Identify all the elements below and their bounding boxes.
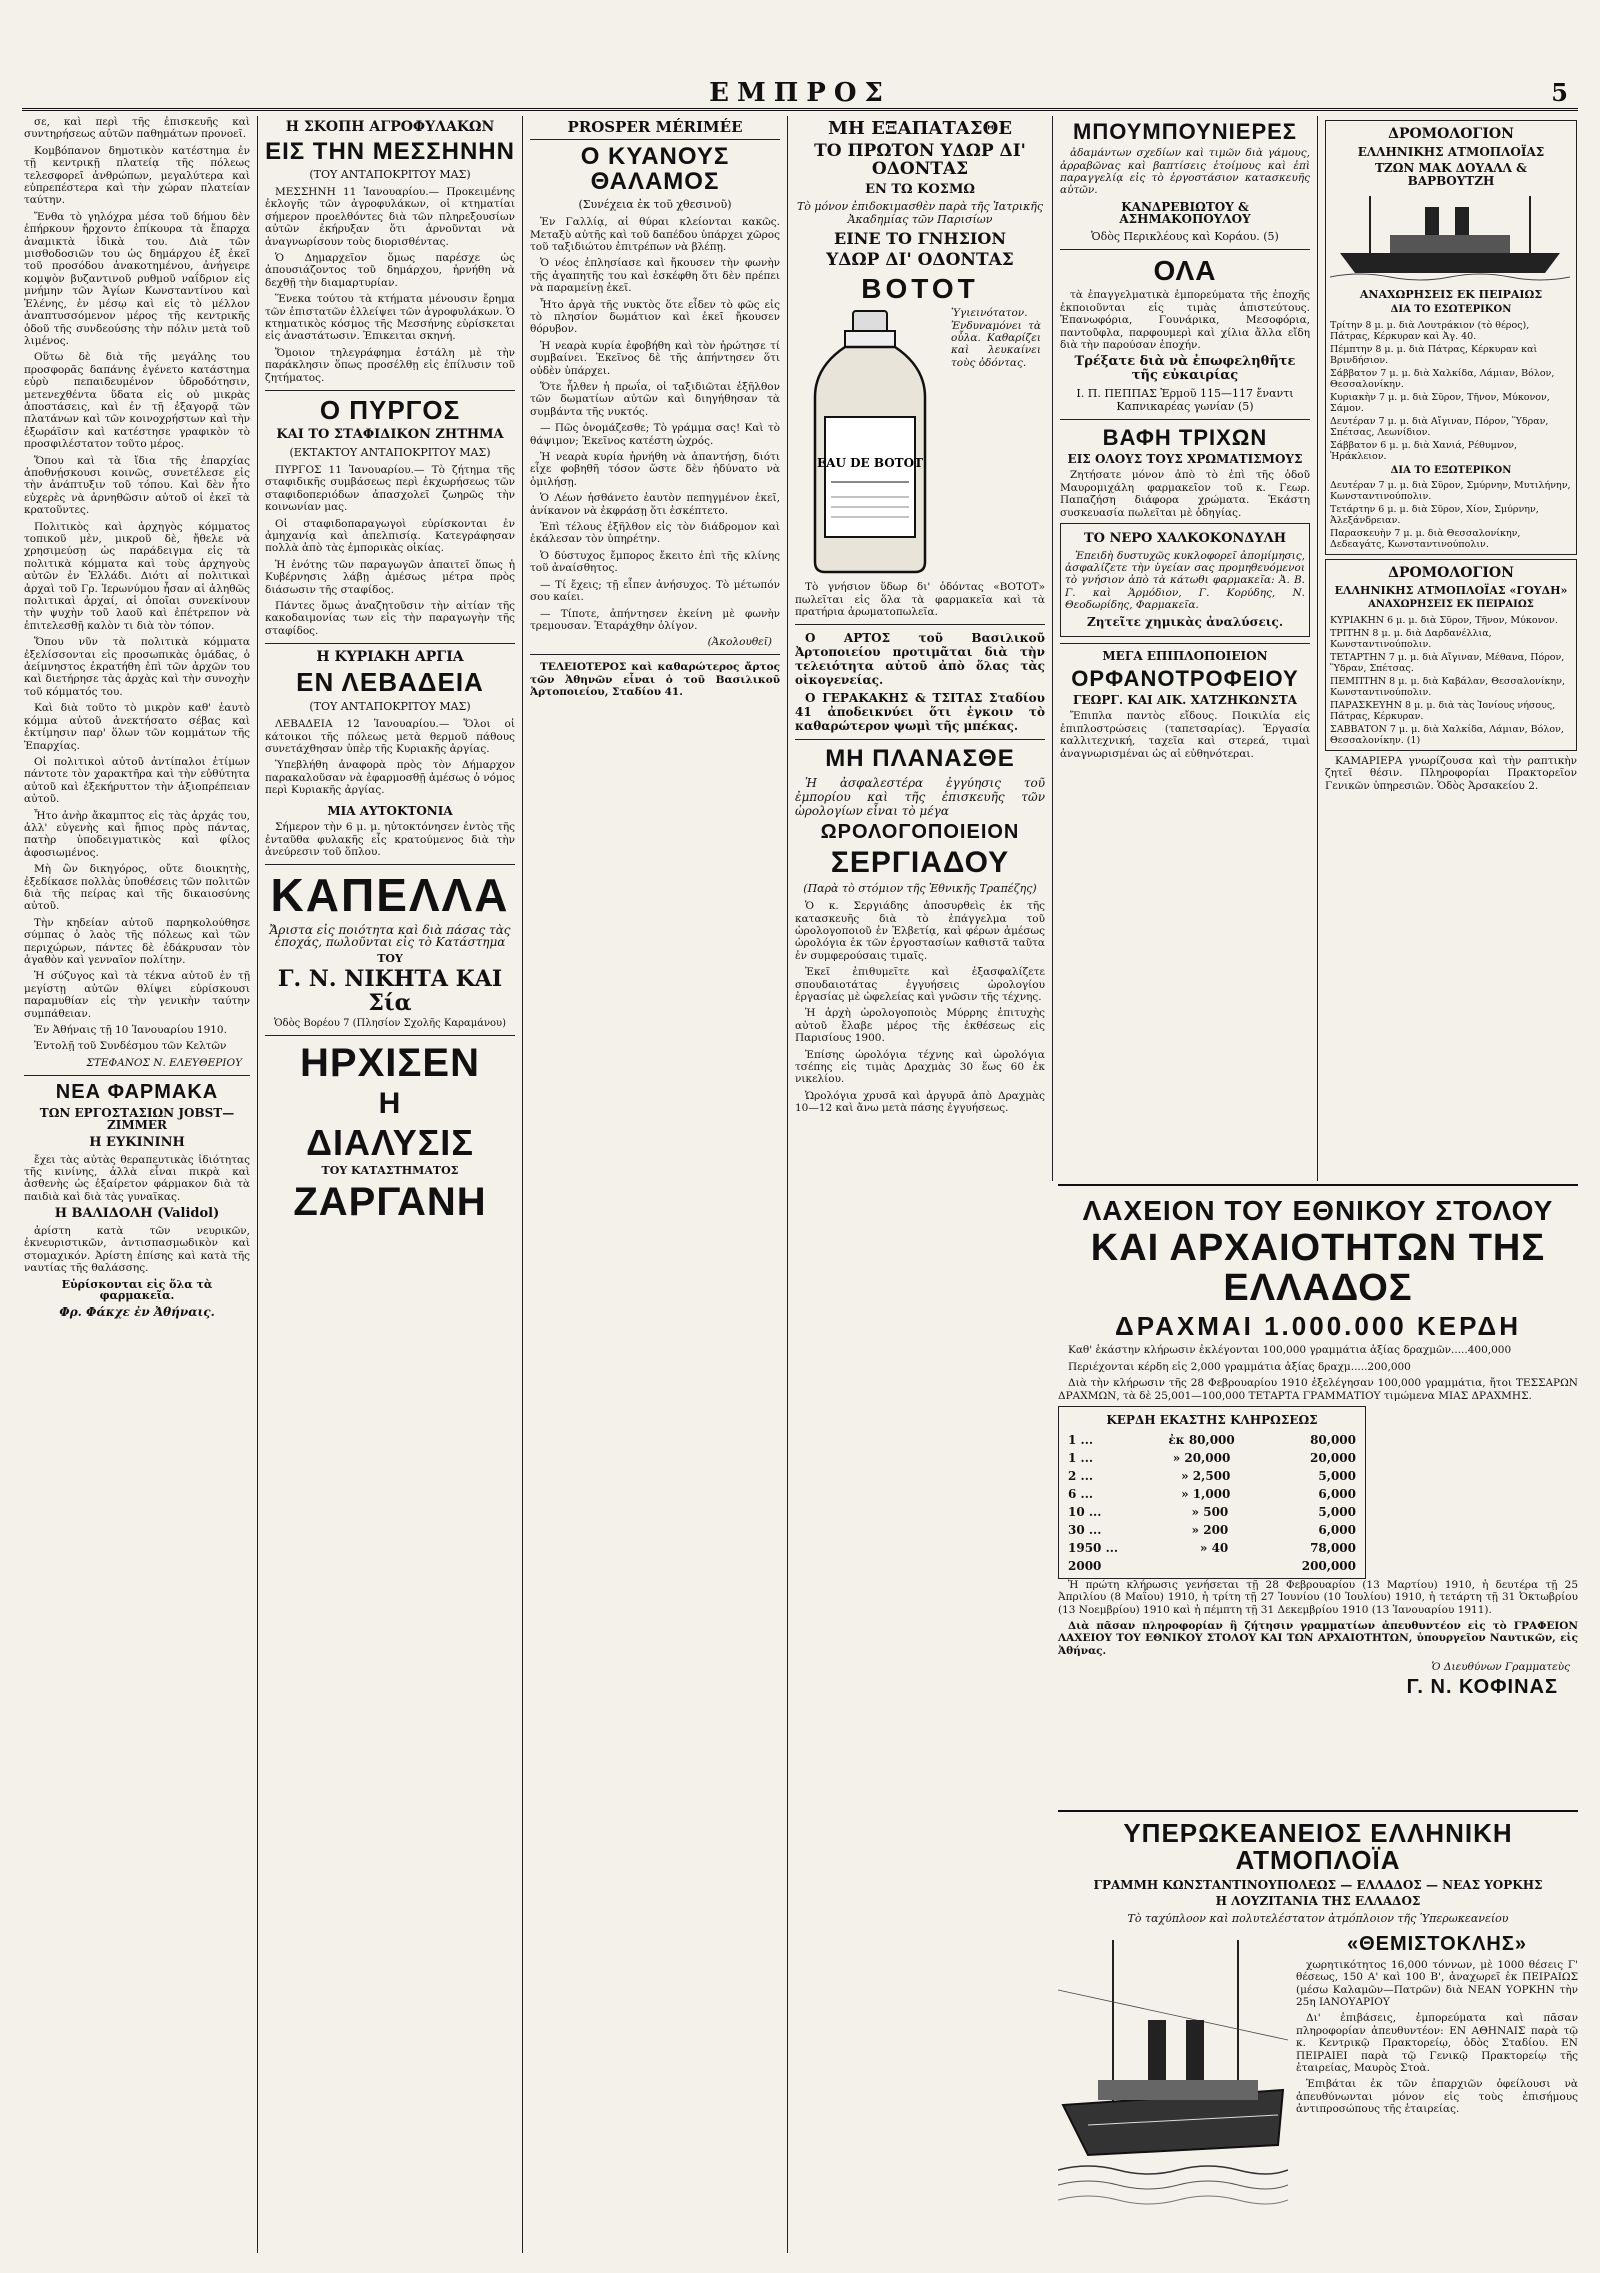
divider bbox=[24, 1075, 250, 1076]
paragraph: Ἡ ἐνότης τῶν παραγωγῶν ἀπαιτεῖ ὅπως ἡ Κυβέρνησις λάβῃ ἀμέσως μέτρα πρὸς διάσωσιν τῆς σταφίδος. bbox=[265, 558, 515, 596]
shop-name: ΚΑΝΔΡΕΒΙΩΤΟΥ & ΑΣΗΜΑΚΟΠΟΥΛΟΥ bbox=[1119, 199, 1251, 227]
byline: (ΤΟΥ ΑΝΤΑΠΟΚΡΙΤΟΥ ΜΑΣ) bbox=[309, 167, 471, 181]
paragraph: Οἱ πολιτικοὶ αὐτοῦ ἀντίπαλοι ἐτίμων πάντοτε τὸν χαρακτῆρα καὶ τὴν εὐθύτητα αὐτοῦ καὶ ἐξεκήρυττον τὴν ἀξιοπρέπειαν αὐτοῦ. bbox=[24, 755, 250, 806]
ad-note: Ζητεῖτε χημικὰς ἀναλύσεις. bbox=[1086, 614, 1284, 629]
ad-subheadline: ΕΝ ΤΩ ΚΟΣΜΩ bbox=[865, 181, 975, 197]
paragraph: Ἡ πρώτη κλήρωσις γενήσεται τῇ 28 Φεβρουαρίου (13 Μαρτίου) 1910, ἡ δευτέρα τῇ 25 Ἀπριλίου (8 Μαΐου) 1910, ἡ τρίτη τῇ 27 Ἰουνίου (10 Ἰουλίου) 1910, ἡ τετάρτη τῇ 31 Ὀκτωβρίου (13 Νοεμβρίου) 1910 καὶ ἡ πέμπτη τῇ 31 Δεκεμβρίου 1910 (13 Ἰανουαρίου 1911). bbox=[1058, 1578, 1578, 1616]
paragraph: Ὅμοιον τηλεγράφημα ἐστάλη μὲ τὴν παράκλησιν ὅπως προσέλθῃ εἰς ἐπίλυσιν τοῦ ζητήματος. bbox=[265, 346, 515, 384]
paragraph: Ἡ νεαρὰ κυρία ἐφοβήθη καὶ τὸν ἠρώτησε τί συμβαίνει. Ἐκεῖνος δὲ τῆς ἀπήντησεν ὅτι οὐδὲν ὑπάρχει. bbox=[530, 339, 780, 377]
ad-headline: ΚΑΠΕΛΛΑ bbox=[270, 869, 510, 922]
ad-headline: ΜΗ ΕΞΑΠΑΤΑΣΘΕ bbox=[828, 118, 1012, 139]
classified-ad: ΚΑΜΑΡΙΕΡΑ γνωρίζουσα καὶ τὴν ραπτικὴν ζητεῖ θέσιν. Πληροφορίαι Πρακτορεῖον Γενικῶν ὑπηρεσιῶν. Ὁδὸς Ἀρσακείου 2. bbox=[1325, 754, 1577, 792]
paragraph: Ἡ σύζυγος καὶ τὰ τέκνα αὐτοῦ ἐν τῇ μεγίστῃ αὐτῶν θλίψει εὑρίσκουσι παραμυθίαν εἰς τὴν γενικὴν ταύτην συμπάθειαν. bbox=[24, 970, 250, 1020]
article-headline: ΕΝ ΛΕΒΑΔΕΙΑ bbox=[296, 666, 484, 697]
schedule-subtitle: ΑΝΑΧΩΡΗΣΕΙΣ ΕΚ ΠΕΙΡΑΙΩΣ bbox=[1359, 288, 1543, 302]
paragraph: Καὶ διὰ τοῦτο τὸ μικρὸν καθ' ἑαυτὸ κόμμα αὐτοῦ ἀνεκτήσατο σέβας καὶ ἐκτίμησιν παρ' ὅλων τῶν κομμάτων τῆς Ἐπαρχίας. bbox=[24, 702, 250, 752]
signature: Γ. Ν. ΚΟΦΙΝΑΣ bbox=[1406, 1676, 1558, 1699]
article-headline: Η ΚΥΡΙΑΚΗ ΑΡΓΙΑ bbox=[316, 649, 464, 666]
ad-headline: ΝΕΑ ΦΑΡΜΑΚΑ bbox=[55, 1080, 219, 1103]
paragraph: Ὑπεβλήθη ἀναφορὰ πρὸς τὸν Δήμαρχον παρακαλοῦσαν νὰ ἐφαρμοσθῇ ἀμέσως ὁ νόμος περὶ Κυριακῆς ἀργίας. bbox=[265, 759, 515, 797]
column-1 bbox=[24, 116, 250, 2253]
article-headline: Η ΣΚΟΠΗ ΑΓΡΟΦΥΛΑΚΩΝ bbox=[285, 119, 495, 135]
divider bbox=[530, 654, 780, 655]
schedule-title: ΔΡΟΜΟΛΟΓΙΟΝ bbox=[1388, 565, 1514, 582]
column-3 bbox=[530, 116, 780, 2253]
prize-cell: 2000 bbox=[1068, 1558, 1102, 1573]
ad-headline: ΗΡΧΙΣΕΝ bbox=[300, 1041, 480, 1086]
article-headline: ΜΙΑ ΑΥΤΟΚΤΟΝΙΑ bbox=[327, 803, 453, 818]
ocean-liner-illustration bbox=[1058, 1930, 1288, 2230]
ad-text: ἀρίστη κατὰ τῶν νευρικῶν, ἐκνευριστικῶν, ἀντισπασμωδικὸν καὶ στομαχικόν. Ἀρίστη ἐπίσης καὶ κατὰ τῆς ναυτίας τῆς θαλάσσης. bbox=[24, 1224, 250, 1275]
schedule-subtitle: ΔΙΑ ΤΟ ΕΣΩΤΕΡΙΚΟΝ bbox=[1390, 304, 1512, 316]
shop-address: Ὁδὸς Περικλέους καὶ Κοράου. (5) bbox=[1091, 229, 1279, 243]
paragraph: Καθ' ἑκάστην κλήρωσιν ἐκλέγονται 100,000 γραμμάτια ἀξίας δραχμῶν.....400,000 bbox=[1068, 1344, 1512, 1357]
ad-headline: ΟΡΦΑΝΟΤΡΟΦΕΙΟΥ bbox=[1071, 665, 1299, 691]
column-6 bbox=[1325, 116, 1577, 1176]
prize-cell: 78,000 bbox=[1310, 1540, 1356, 1555]
prize-cell: » 20,000 bbox=[1172, 1450, 1231, 1465]
paragraph: Ἔνθα τὸ γηλόχρα μέσα τοῦ δήμου δὲν ἐπήρκουν ἤρχοντο ἐπίκουρα τὰ ἔπαρχα ἀναμικτὰ ἰδικὰ του. Διὰ τῶν μισθοδοσιῶν του ὡς δημάρχου ἐξ ἐκεῖ τοῦ προσόδου ἀνακοτημένου, ἀνήγειρε κομψὸν βυζαντινοῦ ρυθμοῦ ναΐδριον εἰς μνήμην τῶν Ἁγίων Κωνσταντίνου καὶ Ἑλένης, ἐν μέσῳ καὶ εἰς τὸ μέλλον ἀναπτυσσόμενον μέρος τῆς κεντρικῆς ὁδοῦ τῆς συνδεούσης τὴν πόλιν μετὰ τοῦ λιμένος. bbox=[24, 210, 250, 347]
prize-cell: 200,000 bbox=[1301, 1558, 1356, 1573]
shop-name: ΓΕΩΡΓ. ΚΑΙ ΑΙΚ. ΧΑΤΖΗΚΩΝΣΤΑ bbox=[1073, 692, 1297, 707]
divider bbox=[265, 864, 515, 865]
schedule-item: ΣΑΒΒΑΤΟΝ 7 μ. μ. διὰ Χαλκίδα, Λάμιαν, Βόλον, Θεσσαλονίκην. (1) bbox=[1330, 723, 1564, 746]
divider bbox=[265, 1035, 515, 1036]
paragraph: Μὴ ὢν δικηγόρος, οὔτε διοικητὴς, ἐξεδίκασε πολλὰς ὑποθέσεις τῶν πολιτῶν διὰ τῆς πείρας καὶ τῆς δικαιοσύνης αὐτοῦ. bbox=[24, 863, 250, 913]
paragraph: Ἦτο ἀργὰ τῆς νυκτὸς ὅτε εἶδεν τὸ φῶς εἰς τὸ πλησίον δωμάτιον καὶ ἐκεῖ ἤκουσεν θόρυβον. bbox=[530, 298, 780, 336]
schedule-item: ΠΕΜΠΤΗΝ 8 μ. μ. διὰ Καβάλαν, Θεσσαλονίκην, Κωνσταντινούπολιν. bbox=[1330, 675, 1565, 698]
brand-name: ΒΟΤΟΤ bbox=[861, 272, 979, 304]
paragraph: Ἦτο ἀνὴρ ἄκαμπτος εἰς τὰς ἀρχάς του, ἀλλ' εὐγενὴς καὶ ἤπιος πρὸς πάντας, πατὴρ ὑποδειγματικὸς καὶ φίλος ἀφοσιωμένος. bbox=[24, 809, 250, 859]
prize-cell: 5,000 bbox=[1318, 1468, 1356, 1483]
paragraph: Ὁ κ. Σεργιάδης ἀποσυρθεὶς ἐκ τῆς κατασκευῆς διὰ τὸ ἐπάγγελμα τοῦ ὡρολογοποιοῦ ἐν Ἑλβετίᾳ, καὶ φέρων ἀμέσως ὡρολόγια ἐκ τῶν ἐργοστασίων καθιστᾶ ταῦτα ἐν συμφερούσαις τιμαῖς. bbox=[795, 900, 1045, 962]
ad-headline: ΤΟ ΝΕΡΟ ΧΑΛΚΟΚΟΝΔΥΛΗ bbox=[1083, 530, 1287, 546]
paragraph: — Τί ἔχεις; τῇ εἶπεν ἀνήσυχος. Τὸ μέτωπόν σου καίει. bbox=[530, 578, 780, 604]
ship-route: ΓΡΑΜΜΗ ΚΩΝΣΤΑΝΤΙΝΟΥΠΟΛΕΩΣ — ΕΛΛΑΔΟΣ — ΝΕΑΣ ΥΟΡΚΗΣ bbox=[1093, 1877, 1543, 1892]
continued-note: (Ἀκολουθεῖ) bbox=[707, 636, 772, 649]
schedule-company: ΤΖΩΝ ΜΑΚ ΔΟΥΑΛΛ & ΒΑΡΒΟΥΤΖΗ bbox=[1375, 161, 1527, 188]
ship-ad bbox=[1058, 1810, 1578, 2259]
paragraph: Ἡ ἀρχὴ ὡρολογοποιὸς Μύρρης ἐπιτυχὴς αὐτοῦ ἔλαβε μέρος τῆς ἐκθέσεως εἰς Παρισίους 1900. bbox=[795, 1007, 1045, 1045]
ship-ad-title: ΥΠΕΡΩΚΕΑΝΕΙΟΣ ΕΛΛΗΝΙΚΗ ΑΤΜΟΠΛΟΪΑ bbox=[1123, 1818, 1513, 1876]
paragraph: Σήμερον τὴν 6 μ. μ. ηὐτοκτόνησεν ἐντὸς τῆς ἐνταῦθα φυλακῆς εἷς κρατούμενος διὰ τὴν ἀνεύρεσιν τοῦ ὅπλου. bbox=[265, 821, 515, 859]
prize-row bbox=[1062, 1485, 1362, 1503]
paragraph: Ἐντολῇ τοῦ Συνδέσμου τῶν Κελτῶν bbox=[34, 1040, 227, 1053]
newspaper-title: ΕΜΠΡΟΣ bbox=[709, 78, 891, 108]
prize-table-title: ΚΕΡΔΗ ΕΚΑΣΤΗΣ ΚΛΗΡΩΣΕΩΣ bbox=[1106, 1413, 1318, 1428]
schedule-box bbox=[1325, 559, 1577, 751]
ad-text: Τὸ γνήσιον ὕδωρ δι' ὀδόντας «ΒΟΤΟΤ» πωλεῖται εἰς ὅλα τὰ φαρμακεῖα καὶ τὰ πρατήρια ἀρωματοπωλεῖα. bbox=[795, 581, 1045, 619]
paragraph: Οἱ σταφιδοπαραγωγοὶ εὑρίσκονται ἐν ἀμηχανίᾳ καὶ ἀπελπισίᾳ. Κατεγράφησαν πολλὰ ἀπὸ τὰς ἐμπορικὰς οἰκίας. bbox=[265, 517, 515, 555]
serial-title: Ο ΚΥΑΝΟΥΣ ΘΑΛΑΜΟΣ bbox=[580, 142, 730, 195]
divider bbox=[265, 643, 515, 644]
paragraph: Ἐπιβάται ἐκ τῶν ἐπαρχιῶν ὀφείλουσι νὰ ἀπευθύνωνται μόνον εἰς τοὺς ἐπισήμους ἀντιπροσώπους τῆς ἑταιρείας. bbox=[1296, 2078, 1578, 2116]
paragraph: χωρητικότητος 16,000 τόννων, μὲ 1000 θέσεις Γ' θέσεως, 150 Α' καὶ 100 Β', ἀναχωρεῖ ἐκ ΠΕΙΡΑΙΩΣ (μέσω Καλαμῶν—Πατρῶν) διὰ ΝΕΑΝ ΥΟΡΚΗΝ τὴν 25η ΙΑΝΟΥΑΡΙΟΥ bbox=[1296, 1958, 1578, 2008]
prize-cell: ἐκ 80,000 bbox=[1168, 1432, 1235, 1447]
ad-note: Εὑρίσκονται εἰς ὅλα τὰ φαρμακεῖα. bbox=[61, 1277, 213, 1303]
ad-text: Ζητήσατε μόνον ἀπὸ τὸ ἐπὶ τῆς ὁδοῦ Μαυρομιχάλη φαρμακεῖον τοῦ κ. Γεωρ. Παπαζήση διάφορα χρώματα. Ἑκάστη συσκευασία πωλεῖται μὲ ὁδηγίας. bbox=[1060, 469, 1310, 519]
masthead bbox=[22, 78, 1578, 111]
ad-text: ΤΟΥ ΚΑΤΑΣΤΗΜΑΤΟΣ bbox=[321, 1164, 459, 1178]
schedule-item: ΤΡΙΤΗΝ 8 μ. μ. διὰ Δαρδανέλλια, Κωνσταντινούπολιν. bbox=[1330, 627, 1492, 650]
prize-cell: 5,000 bbox=[1318, 1504, 1356, 1519]
prize-cell: » 500 bbox=[1191, 1504, 1229, 1519]
ad-text: Ἡ ἀσφαλεστέρα ἐγγύησις τοῦ ἐμπορίου καὶ τῆς ἐπισκευῆς τῶν ὡρολογίων εἶναι τὸ μέγα bbox=[795, 775, 1045, 818]
column-2 bbox=[265, 116, 515, 2253]
schedule-company: ΕΛΛΗΝΙΚΗΣ ΑΤΜΟΠΛΟΪΑΣ «ΓΟΥΔΗ» bbox=[1334, 583, 1568, 597]
schedule-item: ΤΕΤΑΡΤΗΝ 7 μ. μ. διὰ Αἴγιναν, Μέθανα, Πόρον, Ὕδραν, Σπέτσας. bbox=[1330, 651, 1565, 674]
column-rule bbox=[522, 116, 523, 2253]
paragraph: Κομβόπανον δημοτικὸν κατέστημα ἐν τῇ κεντρικῇ πλατείᾳ τῆς πόλεως τελεσφορεῖ ἀνθρώπων, μεγαλύτερα καὶ εὐπρεπέστερα καὶ τὴν χώραν πλατείαν ταύτην. bbox=[24, 144, 250, 207]
paragraph: Ὁ Λέων ἠσθάνετο ἑαυτὸν πεπηγμένον ἐκεῖ, ἀνίκανον νὰ ἐκφράσῃ ὅτι ἐσκέπτετο. bbox=[530, 492, 780, 517]
steamship-illustration bbox=[1330, 191, 1570, 281]
schedule-item: Παρασκευὴν 7 μ. μ. διὰ Θεσσαλονίκην, Δεδεαγάτς, Κωνσταντινούπολιν. bbox=[1330, 528, 1521, 551]
paragraph: Διὰ πᾶσαν πληροφορίαν ἢ ζήτησιν γραμματίων ἀπευθυντέον εἰς τὸ ΓΡΑΦΕΙΟΝ ΛΑΧΕΙΟΥ ΤΟΥ ΕΘΝΙΚΟΥ ΣΤΟΛΟΥ ΚΑΙ ΤΩΝ ΑΡΧΑΙΟΤΗΤΩΝ, ὑπουργεῖον Ναυτικῶν, εἰς Ἀθήνας. bbox=[1058, 1619, 1578, 1657]
prize-rows bbox=[1062, 1431, 1362, 1575]
prize-cell: 10 ... bbox=[1068, 1504, 1102, 1519]
prize-cell: 1 ... bbox=[1068, 1432, 1094, 1447]
article-headline: ΚΑΙ ΤΟ ΣΤΑΦΙΔΙΚΟΝ ΖΗΤΗΜΑ bbox=[276, 427, 504, 443]
ad-side-text: Ὑγιεινότατον. Ἐνδυναμόνει τὰ οὖλα. Καθαρίζει καὶ λευκαίνει τοὺς ὀδόντας. bbox=[951, 307, 1041, 369]
ad-headline: ΩΡΟΛΟΓΟΠΟΙΕΙΟΝ bbox=[820, 820, 1020, 843]
paragraph: Ἐν Ἀθήναις τῇ 10 Ἰανουαρίου 1910. bbox=[34, 1024, 227, 1037]
paragraph: Ἐπίσης ὡρολόγια τέχνης καὶ ὡρολόγια τσέπης εἰς τιμὰς Δραχμὰς 30 ἕως 60 ἐκ νικελίου. bbox=[795, 1048, 1045, 1086]
ship-text: Τὸ ταχύπλοον καὶ πολυτελέστατον ἀτμόπλοιον τῆς Ὑπερωκεανείου bbox=[1127, 1911, 1509, 1925]
prize-cell: » 40 bbox=[1199, 1540, 1229, 1555]
paragraph: Ὅπου νῦν τὰ πολιτικὰ κόμματα ἐξελίσσονται εἰς προσωπικὰς ὁμάδας, ὁ ἀείμνηστος ἐκρατήθη ἐπὶ τῶν ἀρχῶν του καὶ διετήρησε τὰς ἀρχὰς καὶ τὴν συνοχὴν τοῦ κόμματός του. bbox=[24, 636, 250, 698]
ad-text: ἔχει τὰς αὐτὰς θεραπευτικὰς ἰδιότητας τῆς κινίνης, ἀλλὰ εἶναι πικρὰ καὶ ἀσθενὴς ὡς ἐξαίρετον φάρμακον διὰ τὰ παιδιὰ καὶ διὰ τὰς γυναῖκας. bbox=[24, 1153, 250, 1203]
paragraph: Ἕνεκα τούτου τὰ κτήματα μένουσιν ἔρημα τῶν ἐπιστατῶν ἐλλείψει τῶν ἀγροφυλάκων. Ὁ κτηματικὸς κόσμος τῆς Μεσσήνης εὑρίσκεται εἰς ἀναστάτωσιν. Ἐπικειται σκηνή. bbox=[265, 293, 515, 343]
ad-product: Η ΕΥΚΙΝΙΝΗ bbox=[89, 1135, 185, 1151]
prize-row bbox=[1062, 1503, 1362, 1521]
column-rule bbox=[1317, 116, 1318, 1181]
schedule-item: Δευτέραν 7 μ. μ. διὰ Αἴγιναν, Πόρον, Ὕδραν, Σπέτσας, Λεωνίδιον. bbox=[1330, 415, 1549, 438]
byline: (ΤΟΥ ΑΝΤΑΠΟΚΡΙΤΟΥ ΜΑΣ) bbox=[309, 700, 471, 714]
ship-name: «ΘΕΜΙΣΤΟΚΛΗΣ» bbox=[1346, 1932, 1527, 1955]
paragraph: Ὡρολόγια χρυσᾶ καὶ ἀργυρᾶ ἀπὸ Δραχμὰς 10—12 καὶ ἄνω μετὰ πάσης ἐγγυήσεως. bbox=[795, 1089, 1045, 1115]
paragraph: — Πῶς ὀνομάζεσθε; Τὸ γράμμα σας! Καὶ τὸ θάψιμον; Ἐκεῖνος κατέστη ὠχρός. bbox=[530, 422, 780, 447]
ad-headline: ΣΕΡΓΙΑΔΟΥ bbox=[830, 845, 1010, 879]
paragraph: Ἡ νεαρὰ κυρία ἠρνήθη νὰ ἀπαντήσῃ, διότι εἶχε φοβηθῆ τόσον ὥστε δὲν ἠδύνατο νὰ ὁμιλήσῃ. bbox=[530, 451, 780, 488]
divider bbox=[265, 390, 515, 391]
ad-headline: ΟΛΑ bbox=[1153, 254, 1217, 286]
schedule-item: Σάββατον 6 μ. μ. διὰ Χανιά, Ρέθυμνον, Ἡράκλειον. bbox=[1330, 439, 1518, 462]
schedule-item: Πέμπτην 8 μ. μ. διὰ Πάτρας, Κέρκυραν καὶ Βρινδήσιον. bbox=[1330, 343, 1538, 366]
prize-row bbox=[1062, 1557, 1362, 1575]
schedule-item: Τετάρτην 6 μ. μ. διὰ Σῦρον, Χίον, Σμύρνην, Ἀλεξάνδρειαν. bbox=[1330, 504, 1539, 527]
prize-cell: » 200 bbox=[1191, 1522, 1229, 1537]
ad-slogan: Τρέξατε διὰ νὰ ἐπωφεληθῆτε τῆς εὐκαιρίας bbox=[1074, 354, 1296, 383]
ad-headline: ΖΑΡΓΑΝΗ bbox=[293, 1179, 487, 1224]
paragraph: Ὅπου καὶ τὰ ἴδια τῆς ἐπαρχίας ἀποθνῄσκουσι κοινῶς, συνετέλεσε εἰς τὴν ἀνάπτυξιν τοῦ τόπου. Καὶ δὲν ἦτο εὐχερὲς νὰ ἀρνηθῶσιν αὐτοῦ οἱ ἐκεῖ τὰ κρατοῦντες. bbox=[24, 454, 250, 517]
byline: (ΕΚΤΑΚΤΟΥ ΑΝΤΑΠΟΚΡΙΤΟΥ ΜΑΣ) bbox=[289, 445, 491, 459]
ad-headline: Η bbox=[378, 1087, 402, 1121]
paragraph: — Τίποτε, ἀπήντησεν ἐκείνη μὲ φωνὴν τρεμουσαν. Ἐταράχθην ὀλίγον. bbox=[530, 607, 780, 632]
ad-subheadline: ΤΩΝ ΕΡΓΟΣΤΑΣΙΩΝ JOBST—ZIMMER bbox=[39, 1105, 235, 1133]
schedule-list bbox=[1330, 320, 1572, 462]
serial-author: PROSPER MÉRIMÉE bbox=[530, 120, 780, 140]
paragraph: ΛΕΒΑΔΕΙΑ 12 Ἰανουαρίου.— Ὅλοι οἱ κάτοικοι τῆς πόλεως μετὰ θερμοῦ πάθους συνετάχθησαν ὑπὲρ τῆς Κυριακῆς ἀργίας. bbox=[265, 718, 515, 755]
prize-row bbox=[1062, 1521, 1362, 1539]
article-headline: ΕΙΣ ΤΗΝ ΜΕΣΣΗΝΗΝ bbox=[265, 137, 515, 165]
column-4 bbox=[795, 116, 1045, 2253]
ad-text: Ἄριστα εἰς ποιότητα καὶ διὰ πάσας τὰς ἐποχάς, πωλοῦνται εἰς τὸ Κατάστημα bbox=[269, 922, 511, 950]
schedule-item: Δευτέραν 7 μ. μ. διὰ Σῦρον, Σμύρνην, Μυτιλήνην, Κωνσταντινούπολιν. bbox=[1330, 480, 1571, 503]
schedule-title: ΔΡΟΜΟΛΟΓΙΟΝ bbox=[1388, 126, 1514, 142]
prize-row bbox=[1062, 1449, 1362, 1467]
paragraph: Πολιτικὸς καὶ ἀρχηγὸς κόμματος τοπικοῦ μὲν, μικροῦ δὲ, ἤθελε νὰ χρησιμεύσῃ ὡς παράδειγμα εἰς τὰ πολιτικὰ κόμματα καὶ τοὺς ἀρχηγοὺς αὐτῶν ἐν Ἑλλάδι. Διότι αἱ πολιτικαὶ ἀρχαὶ τοῦ Γρ. Ἱερωνύμου ἦσαν αἱ ἀληθῶς πολιτικαὶ ἀρχαί, αἱ ὁποῖαι συνεκίνουν τὴν ψυχὴν τοῦ λαοῦ καὶ ἐπέτρεπον νὰ ἐπιτελεσθῇ καλὸν τι διὰ τὸν τόπον. bbox=[24, 520, 250, 632]
ad-headline: ΥΔΩΡ ΔΙ' ΟΔΟΝΤΑΣ bbox=[826, 250, 1014, 271]
bottle-label: EAU DE BOTOT bbox=[817, 456, 923, 471]
schedule-subtitle: ΑΝΑΧΩΡΗΣΕΙΣ ΕΚ ΠΕΙΡΑΙΩΣ bbox=[1368, 599, 1534, 611]
prize-cell: 2 ... bbox=[1068, 1468, 1094, 1483]
prize-row bbox=[1062, 1539, 1362, 1557]
paragraph: σε, καὶ περὶ τῆς ἐπισκευῆς καὶ συντηρήσεως αὐτῶν παθημάτων προνοεῖ. bbox=[24, 116, 250, 141]
shop-name: Γ. Ν. ΝΙΚΗΤΑ ΚΑΙ Σία bbox=[277, 966, 503, 1016]
ship-tagline: Η ΛΟΥΖΙΤΑΝΙΑ ΤΗΣ ΕΛΛΑΔΟΣ bbox=[1215, 1894, 1421, 1909]
prize-row bbox=[1062, 1431, 1362, 1449]
prize-row bbox=[1062, 1467, 1362, 1485]
ad-headline: ΔΙΑΛΥΣΙΣ bbox=[306, 1121, 474, 1163]
ad-box bbox=[1060, 523, 1310, 637]
paragraph: Οὕτω δὲ διὰ τῆς μεγάλης του προσφορᾶς δαπάνης ἐγένετο κατάστημα εὐρὺ πεπαιδευμένον ὑδροδότησιν, μετενεχθέντα ὕδατα εἰς οὐ μικρὰς ἀποστάσεις, καὶ ἐν τῇ ἐξαγορᾷ τῶν πλατάνων καὶ τῶν κοινοχρήστων καὶ τὴν ἐξωράϊσιν καὶ κατέστησε γραφικὸν τὸ προσφιλέστατον τοῦτο μέρος. bbox=[24, 351, 250, 451]
paragraph: Περιέχονται κέρδη εἰς 2,000 γραμμάτια ἀξίας δραχμ.....200,000 bbox=[1068, 1360, 1411, 1373]
paragraph: Ὁ νέος ἐπλησίασε καὶ ἤκουσεν τὴν φωνὴν τῆς ἀγαπητῆς του καὶ ἐσκέφθη ὅτι δὲν πρέπει νὰ παραμείνῃ ἐκεῖ. bbox=[530, 257, 780, 295]
signature: ΣΤΕΦΑΝΟΣ Ν. ΕΛΕΥΘΕΡΙΟΥ bbox=[86, 1056, 242, 1069]
ad-headline: ΜΠΟΥΜΠΟΥΝΙΕΡΕΣ bbox=[1073, 119, 1297, 144]
paragraph: Ὅτε ἦλθεν ἡ πρωΐα, οἱ ταξιδιῶται ἐξῆλθον τῶν δωματίων αὐτῶν καὶ διηγήθησαν τὰ συμβάντα τῆς νυκτός. bbox=[530, 381, 780, 418]
ad-text: Ἐπειδὴ δυστυχῶς κυκλοφορεῖ ἀπομίμησις, ἀσφαλίζετε τὴν ὑγείαν σας προμηθευόμενοι τὸ γνήσιον ἀπὸ τὰ κάτωθι φαρμακεῖα: Ἀ. Β. Γ. καὶ Ἁρμόδιον, Γ. Κορύδης, Ν. Θεοδωρίδης, Φαρμακεῖα. bbox=[1065, 549, 1305, 612]
ad-note: (Παρὰ τὸ στόμιον τῆς Ἑθνικῆς Τραπέζης) bbox=[803, 882, 1037, 896]
column-rule bbox=[257, 116, 258, 2253]
schedule-item: Κυριακὴν 7 μ. μ. διὰ Σῦρον, Τῆνον, Μύκονον, Σάμον. bbox=[1330, 391, 1550, 414]
divider bbox=[795, 624, 1045, 625]
divider bbox=[795, 739, 1045, 740]
ad-product: Η ΒΑΛΙΔΟΛΗ (Validol) bbox=[54, 1206, 220, 1222]
paragraph: ΠΥΡΓΟΣ 11 Ἰανουαρίου.— Τὸ ζήτημα τῆς σταφιδικῆς συμβάσεως περὶ ἐκχωρήσεως τῶν σταφιδοπεριόδων ἀπασχολεῖ ζωηρῶς τὴν κοινωνίαν μας. bbox=[265, 463, 515, 514]
ad-headline: ΤΟ ΠΡΩΤΟΝ ΥΔΩΡ ΔΙ' ΟΔΟΝΤΑΣ bbox=[814, 140, 1026, 179]
paragraph: Πάντες ὅμως ἀναζητοῦσιν τὴν αἰτίαν τῆς κακοδαιμονίας των εἰς τὴν παραγωγὴν τῆς σταφίδος. bbox=[265, 599, 515, 637]
prize-cell: » 1,000 bbox=[1181, 1486, 1231, 1501]
schedule-title: ΕΛΛΗΝΙΚΗΣ ΑΤΜΟΠΛΟΪΑΣ bbox=[1357, 144, 1545, 159]
paragraph: Ἐπὶ τέλους ἐξῆλθον εἰς τὸν διάδρομον καὶ ἐκάλεσαν τὸν ὑπηρέτην. bbox=[530, 521, 780, 546]
schedule-item: Σάββατον 7 μ. μ. διὰ Χαλκίδα, Λάμιαν, Βόλον, Θεσσαλονίκην. bbox=[1330, 367, 1555, 390]
column-5 bbox=[1060, 116, 1310, 1176]
schedule-subtitle: ΔΙΑ ΤΟ ΕΞΩΤΕΡΙΚΟΝ bbox=[1390, 464, 1512, 476]
ad-text: ΤΕΛΕΙΟΤΕΡΟΣ καὶ καθαρώτερος ἄρτος τῶν Ἀθηνῶν εἶναι ὁ τοῦ Βασιλικοῦ Ἀρτοποιείου, Σταδίου 41. bbox=[530, 661, 780, 699]
schedule-list bbox=[1330, 480, 1572, 550]
prize-cell: 20,000 bbox=[1310, 1450, 1356, 1465]
ad-text: Ο ΓΕΡΑΚΑΚΗΣ & ΤΣΙΤΑΣ Σταδίου 41 ἀποδεικνύει ὅτι ἐγκοιν τὸ καθαρώτερον ψωμὶ τῆς μπέκας. bbox=[795, 691, 1045, 734]
lottery-ad bbox=[1058, 1184, 1578, 1812]
schedule-item: ΚΥΡΙΑΚΗΝ 6 μ. μ. διὰ Σῦρον, Τῆνον, Μύκονον. bbox=[1330, 614, 1558, 626]
ad-subheadline: ΕΙΣ ΟΛΟΥΣ ΤΟΥΣ ΧΡΩΜΑΤΙΣΜΟΥΣ bbox=[1067, 451, 1303, 466]
lottery-title: ΚΑΙ ΑΡΧΑΙΟΤΗΤΩΝ ΤΗΣ ΕΛΛΑΔΟΣ bbox=[1090, 1227, 1546, 1310]
ad-footer: Φρ. Φάκχε ἐν Ἀθήναις. bbox=[59, 1304, 215, 1319]
ad-headline: ΕΙΝΕ ΤΟ ΓΝΗΣΙΟΝ bbox=[834, 229, 1006, 249]
bottle-illustration bbox=[795, 307, 945, 577]
ad-headline: ΜΗ ΠΛΑΝΑΣΘΕ bbox=[825, 745, 1015, 773]
ad-headline: ΜΕΓΑ ΕΠΙΠΛΟΠΟΙΕΙΟΝ bbox=[1102, 649, 1268, 664]
ad-text: Τὸ μόνον ἐπιδοκιμασθὲν παρὰ τῆς Ἰατρικῆς Ἀκαδημίας τῶν Παρισίων bbox=[796, 200, 1044, 227]
divider bbox=[1060, 249, 1310, 250]
ad-text: τὰ ἐπαγγελματικὰ ἐμπορεύματα τῆς ἐποχῆς ἐκποιοῦνται εἰς τιμὰς ἀπιστεύτους. Ἐπανωφόρια, Γουνάρικα, Μεσοφόρια, παντοῦφλα, παρφουμερὶ καὶ χίλια ἄλλα εἴδη διὰ τὴν παρούσαν ἐποχήν. bbox=[1060, 289, 1310, 351]
ad-text: Ἔπιπλα παντὸς εἴδους. Ποικιλία εἰς ἐπιπλοστρώσεις (ταπετσαρίας). Ἐργασία καλλιτεχνική, ταχεῖα καὶ στερεά, τιμαὶ ἀναγνωρισμέναι ὡς αἱ εὐθηνότεραι. bbox=[1060, 710, 1310, 760]
paragraph: Ἐν Γαλλίᾳ, αἱ θύραι κλείονται κακῶς. Μεταξὺ αὐτῆς καὶ τοῦ δαπέδου ὑπάρχει χῶρος τοῦ ταξιδιώτου ἐπιτρέπων νὰ βλέπῃ. bbox=[530, 216, 780, 253]
ad-text: ΤΟΥ bbox=[377, 951, 403, 965]
paragraph: Ὁ Δημαρχεῖον ὅμως παρέσχε ὡς ἀπουσιάζοντος τοῦ δημάρχου, ἠρνήθη νὰ δεχθῇ τὴν διαμαρτυρίαν. bbox=[265, 251, 515, 289]
serial-note: (Συνέχεια ἐκ τοῦ χθεσινοῦ) bbox=[578, 198, 732, 212]
paragraph: Ἐκεῖ ἐπιθυμεῖτε καὶ ἐξασφαλίζετε σπουδαιοτάτας ἐγγυήσεις ὡρολογίου ἐργασίας μὲ ὠφελείας καὶ γνῶσιν τῆς τέχνης. bbox=[795, 966, 1045, 1003]
prize-cell: 80,000 bbox=[1310, 1432, 1356, 1447]
page-number: 5 bbox=[1551, 78, 1568, 107]
lottery-title: ΛΑΧΕΙΟΝ ΤΟΥ ΕΘΝΙΚΟΥ ΣΤΟΛΟΥ bbox=[1082, 1195, 1554, 1226]
schedule-item: Τρίτην 8 μ. μ. διὰ Λουτράκιον (τὸ θέρος), Πάτρας, Κέρκυραν καὶ Ἀγ. 40. bbox=[1330, 319, 1530, 342]
ad-headline: ΒΑΦΗ ΤΡΙΧΩΝ bbox=[1102, 424, 1268, 450]
prize-cell: 1 ... bbox=[1068, 1450, 1094, 1465]
schedule-list bbox=[1330, 615, 1572, 746]
shop-address: Ι. Π. ΠΕΠΠΑΣ Ἑρμοῦ 115—117 ἔναντι Καπνικαρέας γωνίαν (5) bbox=[1076, 386, 1294, 413]
prize-cell: 6 ... bbox=[1068, 1486, 1094, 1501]
signature-title: Ὁ Διευθύνων Γραμματεὺς bbox=[1431, 1661, 1570, 1674]
prize-cell: » 2,500 bbox=[1181, 1468, 1231, 1483]
paragraph: ΜΕΣΣΗΝΗ 11 Ἰανουαρίου.— Προκειμένης ἐκλογῆς τῶν ἀγροφυλάκων, οἱ κτηματίαι σήμερον προελθόντες διὰ τῶν πληρεξουσίων αὐτῶν ἐκήρυξαν ὅτι ἀρνοῦνται νὰ ἀναγνωρίσουν τοὺς διορισθέντας. bbox=[265, 185, 515, 248]
divider bbox=[1060, 419, 1310, 420]
column-rule bbox=[1052, 116, 1053, 1181]
prize-cell: 30 ... bbox=[1068, 1522, 1102, 1537]
paragraph: Δι' ἐπιβάσεις, ἐμπορεύματα καὶ πᾶσαν πληροφορίαν ἀπευθυντέον: ΕΝ ΑΘΗΝΑΙΣ παρὰ τῷ κ. Κεντρικῷ Πρακτορείῳ, ὁδὸς Σταδίου. ΕΝ ΠΕΙΡΑΙΕΙ παρὰ τῷ Γενικῷ Πρακτορείῳ τῆς ἑταιρείας, Μαυρὸς Στοὰ. bbox=[1296, 2012, 1578, 2075]
column-rule bbox=[787, 116, 788, 2253]
schedule-box bbox=[1325, 120, 1577, 555]
lottery-prize: ΔΡΑΧΜΑΙ 1.000.000 ΚΕΡΔΗ bbox=[1115, 1311, 1521, 1342]
schedule-item: ΠΑΡΑΣΚΕΥΗΝ 8 μ. μ. διὰ τὰς Ἰονίους νήσους, Πάτρας, Κέρκυραν. bbox=[1330, 699, 1556, 722]
prize-cell: 6,000 bbox=[1318, 1522, 1356, 1537]
divider bbox=[1060, 643, 1310, 644]
ad-text: ἀδαμάντων σχεδίων καὶ τιμῶν διὰ γάμους, ἀρραβῶνας καὶ βαπτίσεις ἑτοίμους καὶ ἐπὶ παραγγελίᾳ εἰς τὸ ἐργοστάσιον κατασκευῆς αὐτῶν. bbox=[1060, 147, 1310, 197]
article-headline: Ο ΠΥΡΓΟΣ bbox=[319, 394, 461, 425]
prize-cell: 6,000 bbox=[1318, 1486, 1356, 1501]
paragraph: Ὁ δύστυχος ἔμπορος ἔκειτο ἐπὶ τῆς κλίνης τοῦ ἀναίσθητος. bbox=[530, 549, 780, 575]
ad-text: Ο ΑΡΤΟΣ τοῦ Βασιλικοῦ Ἀρτοποιείου προτιμᾶται διὰ τὴν τελειότητα αὐτοῦ ἀπὸ ὅλας τὰς οἰκογενείας. bbox=[795, 631, 1045, 688]
prize-table bbox=[1058, 1406, 1366, 1579]
paragraph: Διὰ τὴν κλήρωσιν τῆς 28 Φεβρουαρίου 1910 ἐξελέγησαν 100,000 γραμμάτια, ἤτοι ΤΕΣΣΑΡΩΝ ΔΡΑΧΜΩΝ, τὰ δὲ 25,001—100,000 ΤΕΤΑΡΤΑ ΓΡΑΜΜΑΤΙΟΥ τιμώμενα ΜΙΑΣ ΔΡΑΧΜΗΣ. bbox=[1058, 1377, 1578, 1402]
shop-address: Ὁδὸς Βορέου 7 (Πλησίον Σχολῆς Καραμάνου) bbox=[273, 1017, 507, 1029]
paragraph: Τὴν κηδείαν αὐτοῦ παρηκολούθησε σύμπας ὁ λαὸς τῆς πόλεως καὶ τῶν περιχώρων, πάντες δὲ ἐδάκρυσαν τὸν ἀγαθὸν καὶ γενναῖον πολίτην. bbox=[24, 916, 250, 966]
prize-cell: 1950 ... bbox=[1068, 1540, 1119, 1555]
